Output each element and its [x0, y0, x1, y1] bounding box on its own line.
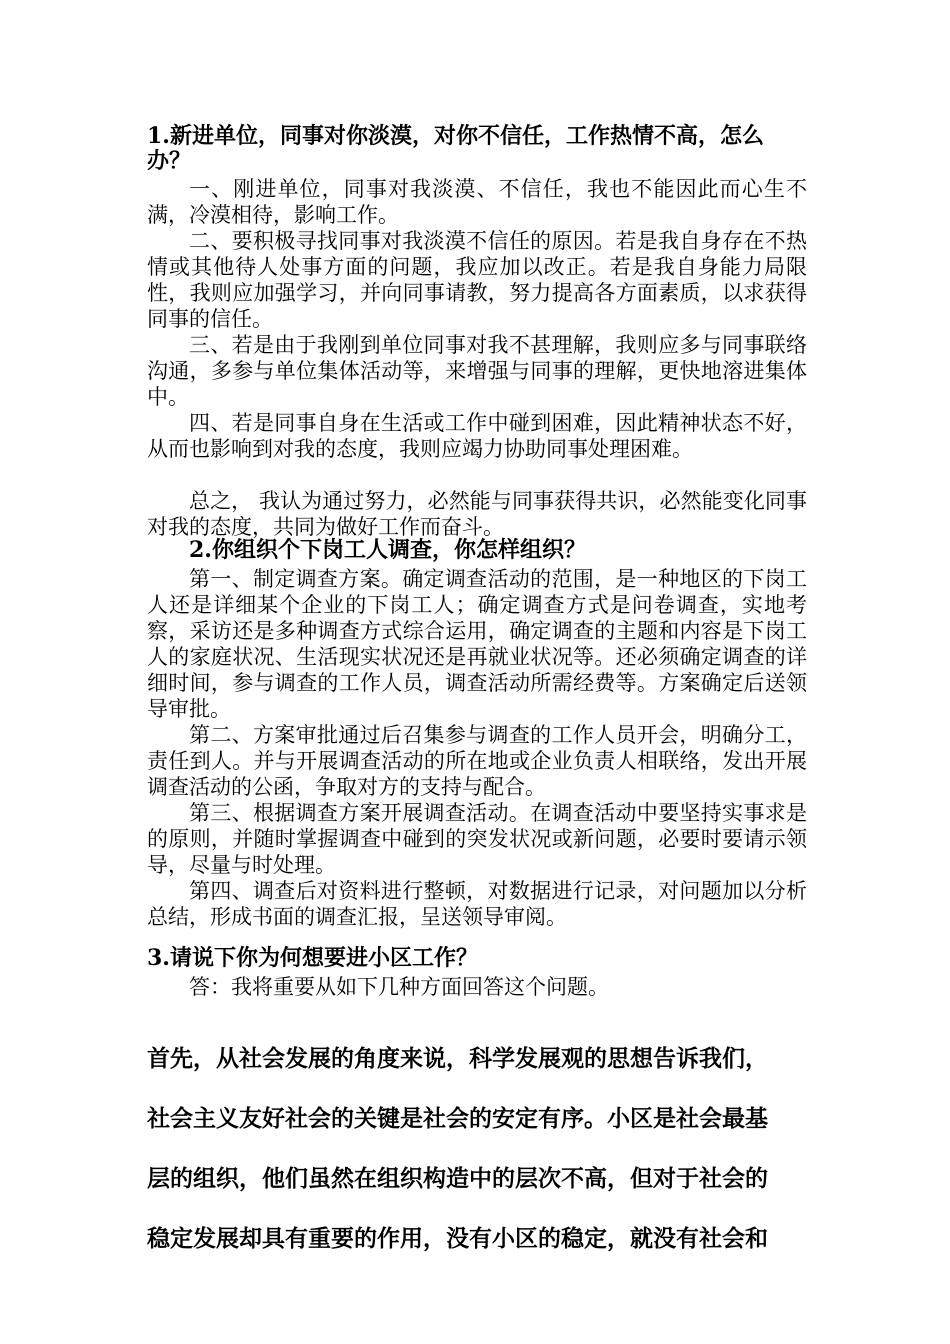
- question-1-title: 1.新进单位，同事对你淡漠，对你不信任，工作热情不高，怎么办？: [147, 123, 764, 174]
- q2-paragraph-3: 第三、根据调查方案开展调查活动。在调查活动中要坚持实事求是的原则，并随时掌握调查中碰到的突发状况或新问题，必要时要请示领导，尽量与时处理。: [147, 801, 807, 877]
- q3-line-4: 稳定发展却具有重要的作用，没有小区的稳定，就没有社会和: [147, 1225, 768, 1252]
- q3-answer-intro: 答：我将重要从如下几种方面回答这个问题。: [189, 975, 609, 999]
- q3-line-1: 首先，从社会发展的角度来说，科学发展观的思想告诉我们，: [147, 1045, 768, 1072]
- q2-paragraph-4: 第四、调查后对资料进行整顿，对数据进行记录，对问题加以分析总结，形成书面的调查汇报，呈送领导审阅。: [147, 879, 807, 929]
- q1-paragraph-2: 二、要积极寻找同事对我淡漠不信任的原因。若是我自身存在不热情或其他待人处事方面的问题，我应加以改正。若是我自身能力局限性，我则应加强学习，并向同事请教，努力提高各方面素质，以求获得同事的信任。: [147, 229, 807, 331]
- q2-paragraph-2: 第二、方案审批通过后召集参与调查的工作人员开会，明确分工，责任到人。并与开展调查活动的所在地或企业负责人相联络，发出开展调查活动的公函，争取对方的支持与配合。: [147, 723, 807, 799]
- question-3-title: 3.请说下你为何想要进小区工作？: [147, 945, 478, 971]
- q1-paragraph-3: 三、若是由于我刚到单位同事对我不甚理解，我则应多与同事联络沟通，多参与单位集体活动等，来增强与同事的理解，更快地溶进集体中。: [147, 333, 807, 409]
- q1-paragraph-5: 总之， 我认为通过努力，必然能与同事获得共识，必然能变化同事对我的态度，共同为做好工作而奋斗。: [147, 489, 807, 539]
- q2-paragraph-1: 第一、制定调查方案。确定调查活动的范围，是一种地区的下岗工人还是详细某个企业的下岗工人；确定调查方式是问卷调查，实地考察，采访还是多种调查方式综合运用，确定调查的主题和内容是下岗工人的家庭状况、生活现实状况还是再就业状况等。还必须确定调查的详细时间，参与调查的工作人员，调查活动所需经费等。方案确定后送领导审批。: [147, 567, 807, 721]
- question-2-title: 2.你组织个下岗工人调查，你怎样组织？: [189, 537, 586, 563]
- q3-line-3: 层的组织，他们虽然在组织构造中的层次不高，但对于社会的: [147, 1165, 768, 1192]
- q1-paragraph-1: 一、刚进单位，同事对我淡漠、不信任，我也不能因此而心生不满，冷漠相待，影响工作。: [147, 177, 807, 227]
- q1-paragraph-4: 四、若是同事自身在生活或工作中碰到困难，因此精神状态不好，从而也影响到对我的态度，我则应竭力协助同事处理困难。: [147, 411, 807, 461]
- q3-line-2: 社会主义友好社会的关键是社会的安定有序。小区是社会最基: [147, 1105, 768, 1132]
